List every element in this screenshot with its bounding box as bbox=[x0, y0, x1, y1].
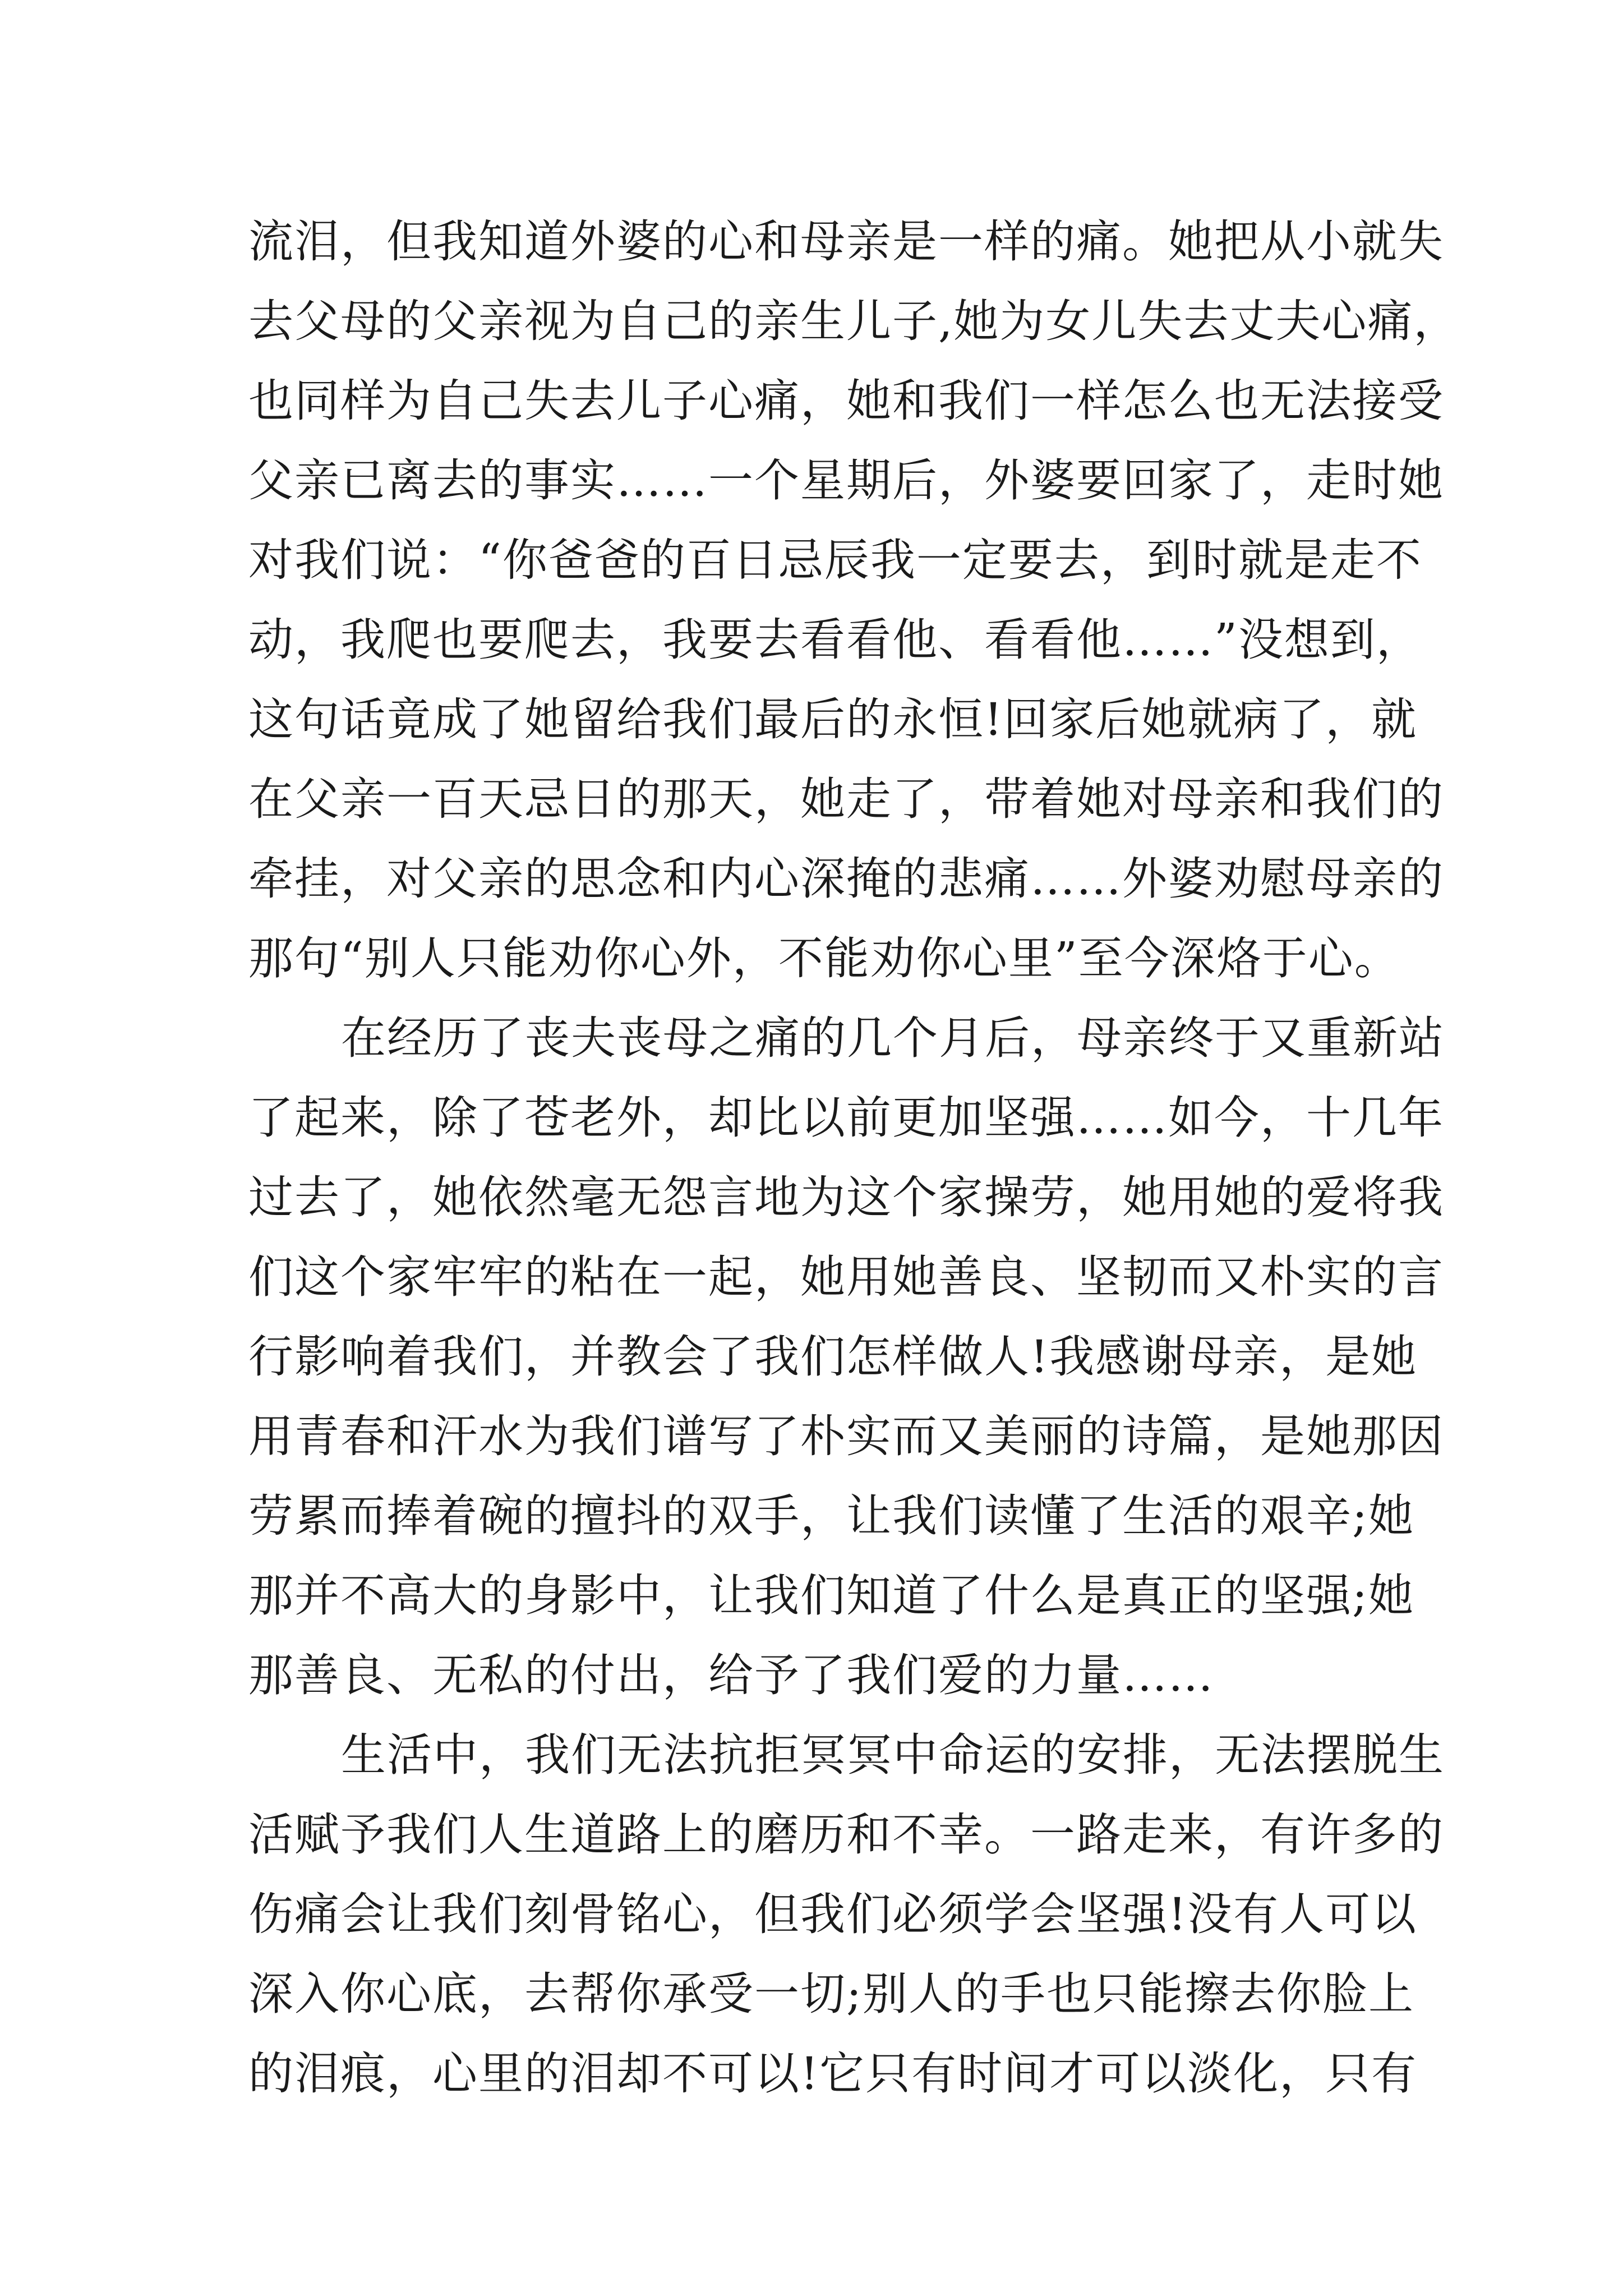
text-line: 用青春和汗水为我们谱写了朴实而又美丽的诗篇，是她那因 bbox=[248, 1410, 1444, 1462]
text-line: 深入你心底，去帮你承受一切;别人的手也只能擦去你脸上 bbox=[248, 1968, 1414, 2020]
paragraph-start-line: 在经历了丧夫丧母之痛的几个月后，母亲终于又重新站 bbox=[341, 1012, 1445, 1064]
text-line: 过去了，她依然毫无怨言地为这个家操劳，她用她的爱将我 bbox=[248, 1171, 1444, 1223]
text-line: 了起来，除了苍老外，却比以前更加坚强……如今，十几年 bbox=[248, 1092, 1444, 1144]
text-line: 们这个家牢牢的粘在一起，她用她善良、坚韧而又朴实的言 bbox=[248, 1251, 1444, 1303]
text-line: 这句话竟成了她留给我们最后的永恒!回家后她就病了，就 bbox=[248, 693, 1418, 746]
text-line: 父亲已离去的事实……一个星期后，外婆要回家了，走时她 bbox=[248, 454, 1444, 507]
text-line: 流泪，但我知道外婆的心和母亲是一样的痛。她把从小就失 bbox=[248, 215, 1444, 268]
text-line: 也同样为自己失去儿子心痛，她和我们一样怎么也无法接受 bbox=[248, 375, 1444, 427]
text-line: 牵挂，对父亲的思念和内心深掩的悲痛……外婆劝慰母亲的 bbox=[248, 853, 1444, 905]
text-line: 行影响着我们，并教会了我们怎样做人!我感谢母亲，是她 bbox=[248, 1331, 1418, 1383]
text-line: 劳累而捧着碗的擅抖的双手，让我们读懂了生活的艰辛;她 bbox=[248, 1490, 1414, 1542]
text-line: 在父亲一百天忌日的那天，她走了，带着她对母亲和我们的 bbox=[248, 773, 1444, 825]
text-line: 那善良、无私的付出，给予了我们爱的力量…… bbox=[248, 1649, 1214, 1701]
text-line: 对我们说：“你爸爸的百日忌辰我一定要去，到时就是走不 bbox=[248, 534, 1422, 586]
text-line: 的泪痕，心里的泪却不可以!它只有时间才可以淡化，只有 bbox=[248, 2047, 1418, 2100]
text-line: 活赋予我们人生道路上的磨历和不幸。一路走来，有许多的 bbox=[248, 1809, 1444, 1861]
text-line: 那句“别人只能劝你心外，不能劝你心里”至今深烙于心。 bbox=[248, 932, 1400, 984]
body-text bbox=[248, 202, 1460, 2114]
text-line: 动，我爬也要爬去，我要去看看他、看看他……”没想到， bbox=[248, 614, 1422, 666]
text-line: 伤痛会让我们刻骨铭心，但我们必须学会坚强!没有人可以 bbox=[248, 1888, 1418, 1940]
text-line: 去父母的父亲视为自己的亲生儿子,她为女儿失去丈夫心痛， bbox=[248, 295, 1460, 347]
text-line: 那并不高大的身影中，让我们知道了什么是真正的坚强;她 bbox=[248, 1570, 1414, 1622]
paragraph-start-line: 生活中，我们无法抗拒冥冥中命运的安排，无法摆脱生 bbox=[341, 1729, 1445, 1781]
